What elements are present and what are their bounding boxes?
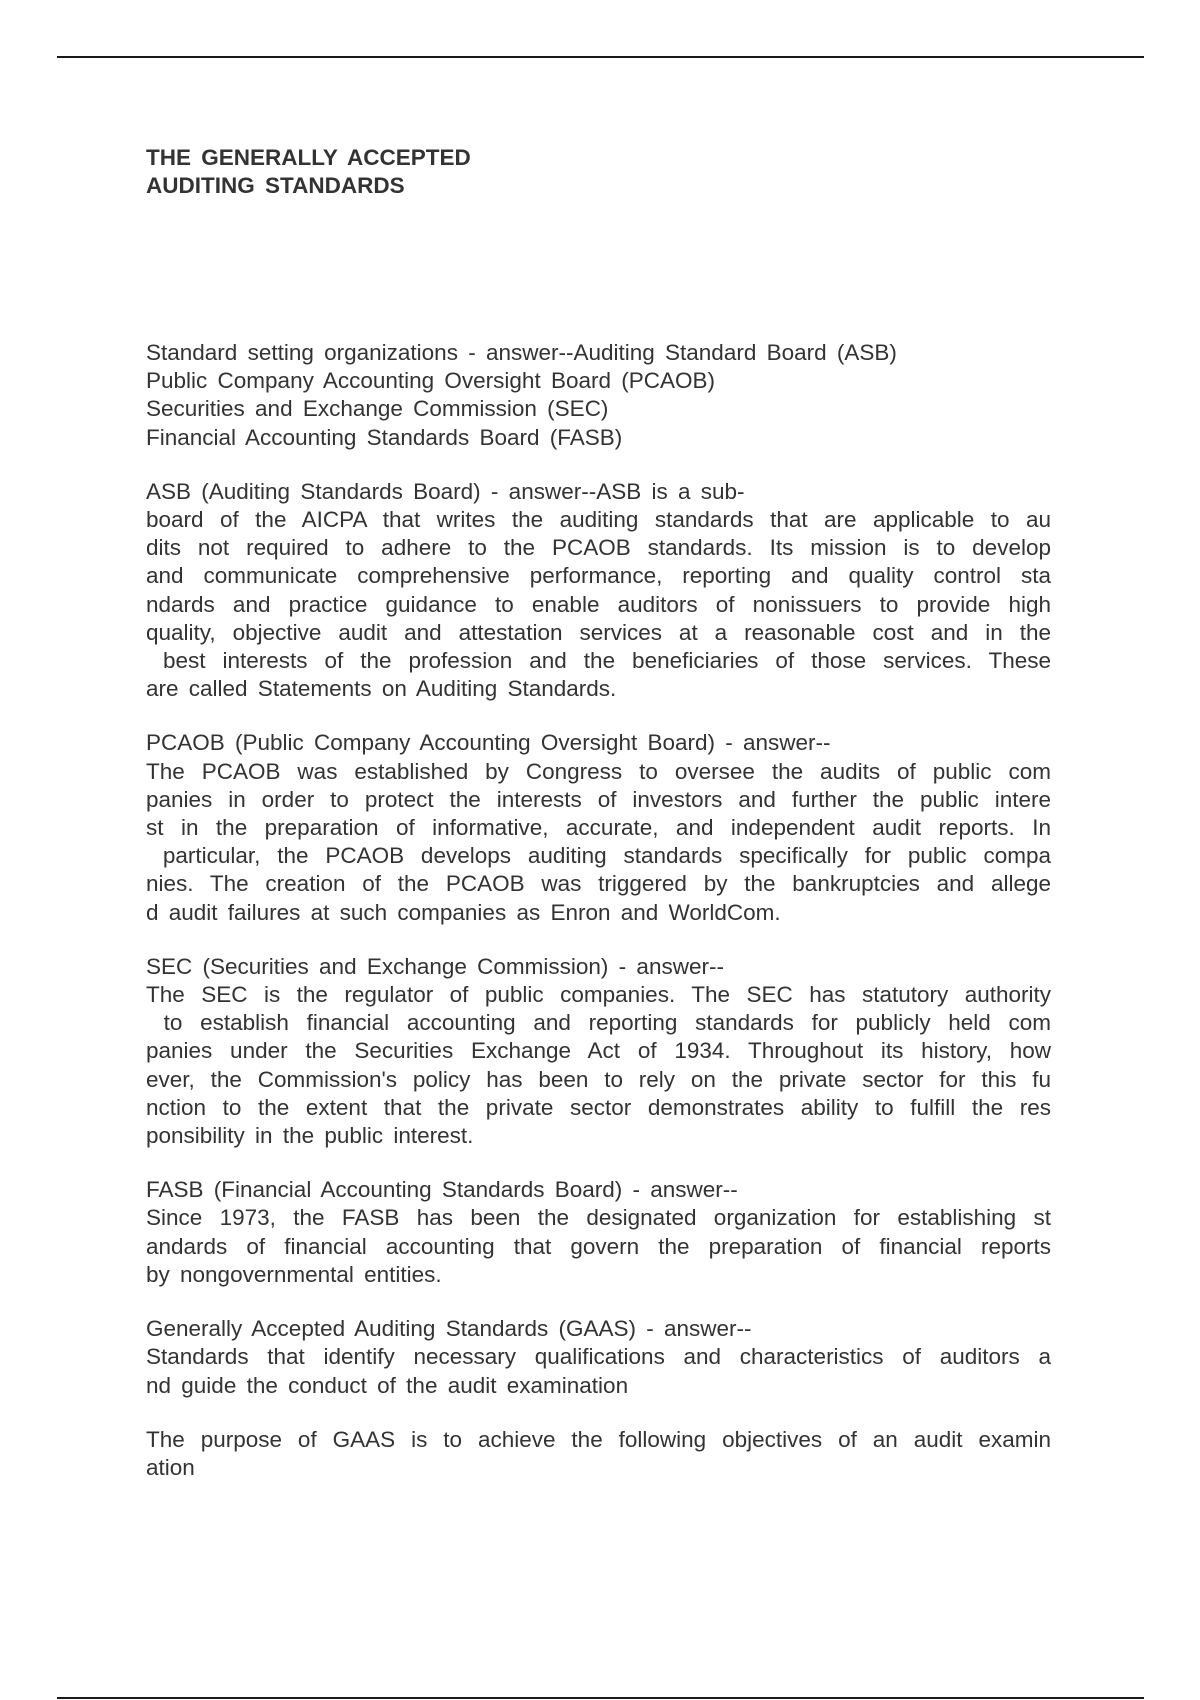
text-line: nies. The creation of the PCAOB was triggered by the bankruptcies and allege — [146, 871, 1051, 897]
text-line: Financial Accounting Standards Board (FASB) — [146, 424, 623, 450]
text-line: ASB (Auditing Standards Board) - answer--ASB is a sub- — [146, 478, 745, 504]
title-line: THE GENERALLY ACCEPTED — [146, 145, 471, 170]
text-line: nd guide the conduct of the audit examination — [146, 1372, 629, 1398]
paragraph-gaas — [146, 1315, 1051, 1400]
text-line: panies in order to protect the interests of investors and further the public intere — [146, 786, 1051, 812]
page-title — [146, 144, 1046, 200]
document-body — [146, 339, 1051, 1508]
text-line: ever, the Commission's policy has been to rely on the private sector for this fu — [146, 1066, 1051, 1092]
text-line: Since 1973, the FASB has been the designated organization for establishing st — [146, 1205, 1051, 1231]
text-line: Standards that identify necessary qualifications and characteristics of auditors a — [146, 1344, 1051, 1370]
bottom-rule — [57, 1697, 1144, 1699]
text-line: Public Company Accounting Oversight Board (PCAOB) — [146, 368, 715, 394]
paragraph-fasb — [146, 1176, 1051, 1289]
title-line: AUDITING STANDARDS — [146, 173, 405, 199]
text-line: ndards and practice guidance to enable auditors of nonissuers to provide high — [146, 591, 1051, 617]
text-line: The purpose of GAAS is to achieve the following objectives of an audit examin — [146, 1426, 1051, 1452]
text-line: to establish financial accounting and reporting standards for publicly held com — [146, 1010, 1051, 1036]
paragraph-sec — [146, 953, 1051, 1150]
paragraph-asb — [146, 478, 1051, 704]
text-line: ation — [146, 1454, 195, 1480]
text-line: are called Statements on Auditing Standards. — [146, 676, 617, 702]
text-line: The PCAOB was established by Congress to oversee the audits of public com — [146, 758, 1051, 784]
text-line: nction to the extent that the private sector demonstrates ability to fulfill the res — [146, 1094, 1051, 1120]
text-line: by nongovernmental entities. — [146, 1261, 442, 1287]
text-line: d audit failures at such companies as Enron and WorldCom. — [146, 899, 781, 925]
paragraph-standard-setting-organizations — [146, 339, 1051, 452]
paragraph-pcaob — [146, 729, 1051, 926]
text-line: Standard setting organizations - answer--Auditing Standard Board (ASB) — [146, 340, 897, 365]
paragraph-gaas-purpose — [146, 1426, 1051, 1482]
text-line: board of the AICPA that writes the auditing standards that are applicable to au — [146, 507, 1051, 533]
text-line: andards of financial accounting that govern the preparation of financial reports — [146, 1233, 1051, 1259]
text-line: dits not required to adhere to the PCAOB standards. Its mission is to develop — [146, 535, 1051, 561]
text-line: FASB (Financial Accounting Standards Board) - answer-- — [146, 1177, 738, 1203]
text-line: Securities and Exchange Commission (SEC) — [146, 396, 609, 422]
text-line: PCAOB (Public Company Accounting Oversight Board) - answer-- — [146, 730, 831, 756]
text-line: best interests of the profession and the beneficiaries of those services. These — [146, 648, 1051, 674]
text-line: Generally Accepted Auditing Standards (GAAS) - answer-- — [146, 1316, 752, 1342]
text-line: and communicate comprehensive performance, reporting and quality control sta — [146, 563, 1051, 589]
text-line: The SEC is the regulator of public companies. The SEC has statutory authority — [146, 982, 1051, 1008]
text-line: st in the preparation of informative, accurate, and independent audit reports. In — [146, 815, 1051, 841]
text-line: quality, objective audit and attestation services at a reasonable cost and in the — [146, 619, 1051, 645]
text-line: particular, the PCAOB develops auditing standards specifically for public compa — [146, 843, 1051, 869]
text-line: panies under the Securities Exchange Act of 1934. Throughout its history, how — [146, 1038, 1051, 1064]
top-rule — [57, 56, 1144, 58]
text-line: SEC (Securities and Exchange Commission) - answer-- — [146, 953, 724, 979]
text-line: ponsibility in the public interest. — [146, 1123, 474, 1149]
